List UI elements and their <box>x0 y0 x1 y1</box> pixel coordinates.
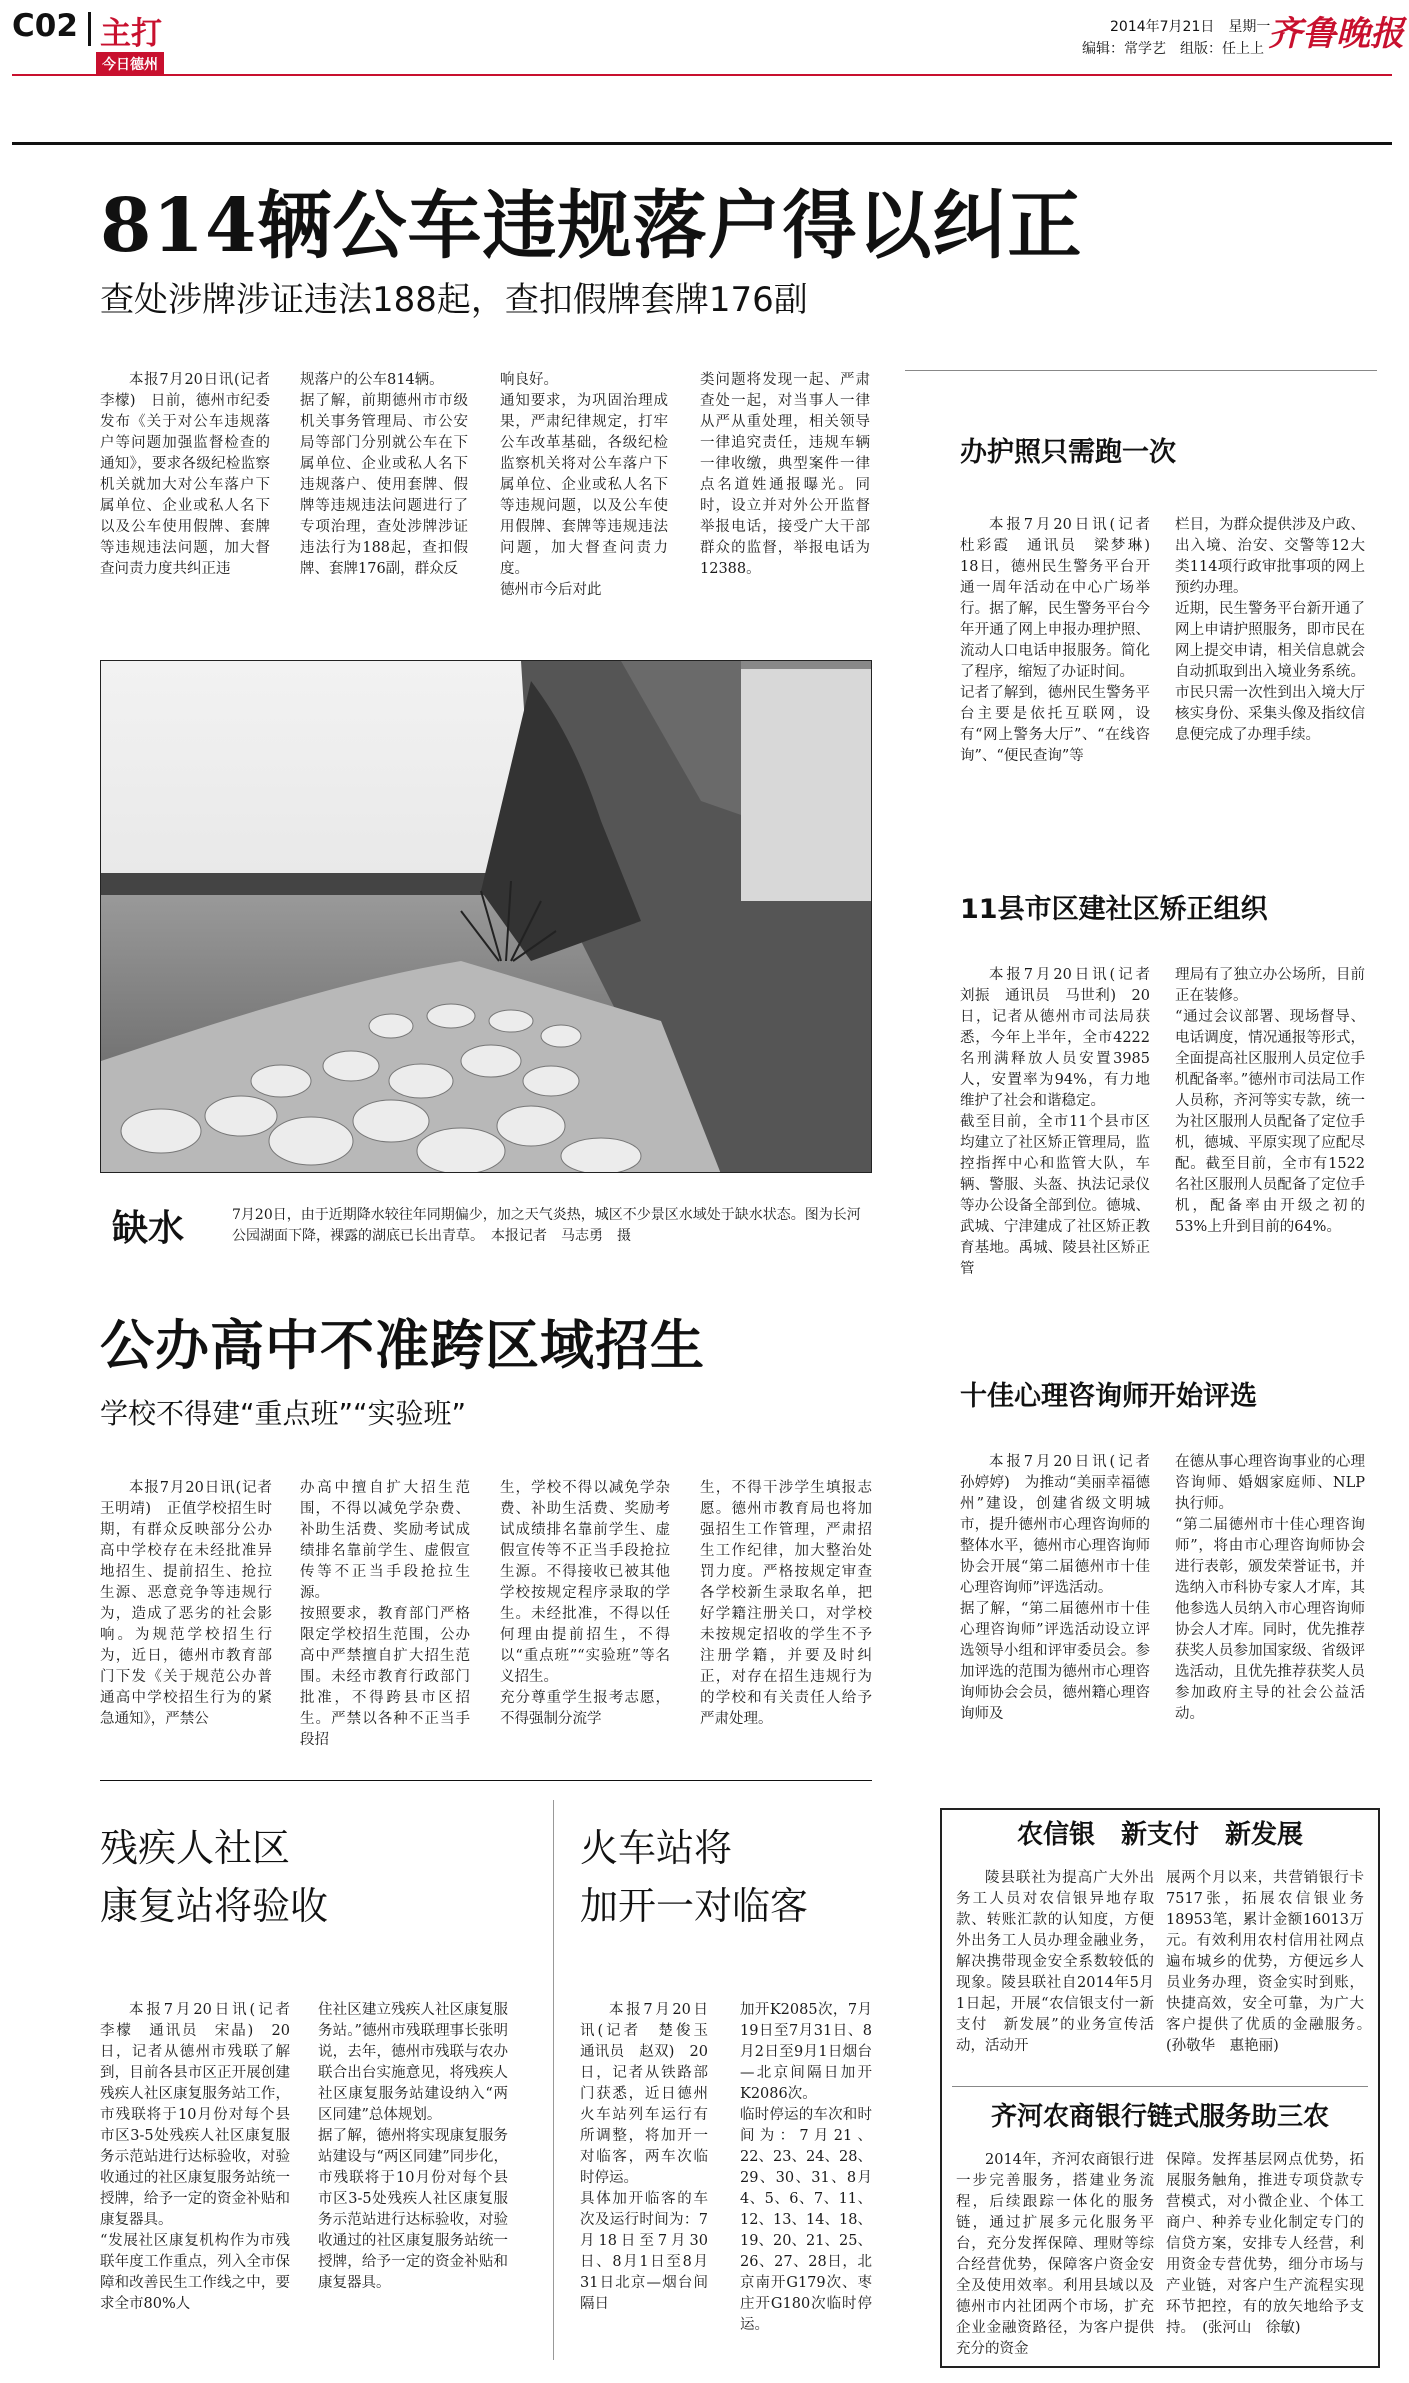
header-rule <box>12 74 1392 76</box>
paragraph: 本报7月20日讯(记者 李檬) 日前，德州市纪委发布《关于对公车违规落户等问题加强监督检查的通知》，要求各级纪检监察机关就加大对公车落户下属单位、企业或私人名下以及公车使用假牌、套牌等违规违法问题，加大督查问责力度共纠正违 <box>100 372 285 577</box>
column-divider <box>553 1800 554 2360</box>
article4-col-1 <box>580 2000 708 2315</box>
page-code: C02 <box>12 8 78 44</box>
article2-col-1 <box>100 1478 287 1730</box>
ad-box <box>940 1808 1380 2368</box>
article2-title: 公办高中不准跨区域招生 <box>100 1313 705 1377</box>
article3-title-line1: 残疾人社区 <box>100 1826 291 1870</box>
photo-caption: 7月20日，由于近期降水较往年同期偏少，加之天气炎热，城区不少景区水域处于缺水状态。图为长河公园湖面下降，裸露的湖底已长出青草。 本报记者 马志勇 摄 <box>232 1207 861 1244</box>
right1-title: 办护照只需跑一次 <box>960 437 1176 468</box>
paragraph: 陵县联社为提高广大外出务工人员对农信银异地存取款、转账汇款的认知度，方便外出务工人员办理金融业务，解决携带现金安全系数较低的现象。陵县联社自2014年5月1日起，开展“农信银支付一新支付 新发展”的业务宣传活动，活动开 <box>956 1870 1154 2054</box>
section-title: 主打 <box>100 16 162 52</box>
right1-col-1 <box>960 515 1150 767</box>
top-rule <box>12 142 1392 145</box>
lead-col-2: 规落户的公车814辆。 据了解，前期德州市市级机关事务管理局、市公安局等部门分别就公车在下属单位、企业或私人名下违规落户、使用套牌、假牌等违规违法问题进行了专项治理，查处涉牌涉证违法行为188起，查扣假牌、套牌176副，群众反 <box>300 372 468 577</box>
right2-col-2: 理局有了独立办公场所，目前正在装修。 “通过会议部署、现场督导、电话调度，情况通报等形式，全面提高社区服刑人员定位手机配备率。”德州市司法局工作人员称，齐河等实专款，统一为社区服刑人员配备了定位手机，德城、平原实现了应配尽配。截至目前，全市有1522名社区服刑人员配备了定位手机，配备率由开级之初的53%上升到目前的64%。 <box>1175 967 1365 1235</box>
article4-title-line2: 加开一对临客 <box>580 1884 809 1928</box>
right3-col-1 <box>960 1452 1150 1725</box>
paragraph: 本报7月20日讯(记者 杜彩霞 通讯员 梁梦琳) 18日，德州民生警务平台开通一周年活动在中心广场举行。据了解，民生警务平台今年开通了网上申报办理护照、流动人口电话申报服务。简化了程序，缩短了办证时间。 记者了解到，德州民生警务平台主要是依托互联网，设有“网上警务大厅”、“在线咨询”、“便民查询”等 <box>960 517 1150 764</box>
ad-body-2a <box>956 2150 1154 2360</box>
article4-col-2: 加开K2085次，7月19日至7月31日、8月2日至9月1日烟台—北京间隔日加开K2086次。 临时停运的车次和时间为：7月21、22、23、24、28、29、30、31、8月4、5、6、7、11、12、13、14、18、19、20、21、25、26、27、28日，北京南开G179次、枣庄开G180次临时停运。 <box>740 2002 872 2333</box>
photo-label: 缺水 <box>112 1207 185 1249</box>
right3-title: 十佳心理咨询师开始评选 <box>960 1381 1257 1412</box>
article2-col-4: 生，不得干涉学生填报志愿。德州市教育局也将加强招生工作管理，严肃招生工作纪律，加大整治处罚力度。严格按规定审查各学校新生录取名单，把好学籍注册关口，对学校未按规定招收的学生不予注册学籍，并要及时纠正，对存在招生违规行为的学校和有关责任人给予严肃处理。 <box>700 1480 872 1727</box>
article3-col-2: 住社区建立残疾人社区康复服务站。”德州市残联理事长张明说，去年，德州市残联与农办联合出台实施意见，将残疾人社区康复服务站建设纳入“两区同建”总体规划。 据了解，德州将实现康复服务站建设与“两区同建”同步化，市残联将于10月份对每个县市区3-5处残疾人社区康复服务示范站进行达标验收，对验收通过的社区康复服务站统一授牌，给予一定的资金补贴和康复器具。 <box>318 2002 508 2291</box>
lead-col-3: 响良好。 通知要求，为巩固治理成果，严肃纪律规定，打牢公车改革基础，各级纪检监察机关将对公车落户下属单位、企业或私人名下等违规问题，以及公车使用假牌、套牌等违规违法问题，加大督查问责力度。 德州市今后对此 <box>500 372 668 598</box>
lead-col-4: 类问题将发现一起、严肃查处一起，对当事人一律从严从重处理，相关领导一律追究责任，违规车辆一律收缴，典型案件一律点名道姓通报曝光。同时，设立并对外公开监督举报电话，接受广大干部群众的监督，举报电话为12388。 <box>700 372 870 577</box>
masthead-logo: 齐鲁晚报 <box>1268 14 1404 54</box>
article2-subtitle: 学校不得建“重点班”“实验班” <box>100 1397 467 1430</box>
ad-title-1: 农信银 新支付 新发展 <box>1016 1820 1303 1850</box>
header-divider <box>88 12 91 46</box>
ad-divider <box>952 2086 1368 2087</box>
article4-title-line1: 火车站将 <box>580 1826 733 1870</box>
paragraph: 本报7月20日讯(记者 刘振 通讯员 马世利) 20日，记者从德州市司法局获悉，今年上半年，全市4222名刑满释放人员安置3985人，安置率为94%，有力地维护了社会和谐稳定。 截至目前，全市11个县市区均建立了社区矫正管理局，监控指挥中心和监管大队，车辆、警服、头盔、执法记录仪等办公设备全部到位。德城、武城、宁津建成了社区矫正教育基地。禹城、陵县社区矫正管 <box>960 967 1150 1277</box>
lake-photo-image <box>101 661 872 1173</box>
news-photo <box>100 660 872 1173</box>
right-top-rule <box>905 370 1377 371</box>
divider <box>100 1780 872 1781</box>
paragraph: 本报7月20日讯(记者 王明靖) 正值学校招生时期，有群众反映部分公办高中学校存在未经批准异地招生、提前招生、抢拉生源、恶意竞争等违规行为，造成了恶劣的社会影响。为规范学校招生行为，近日，德州市教育部门下发《关于规范公办普通高中学校招生行为的紧急通知》，严禁公 <box>100 1480 287 1727</box>
article3-title-line2: 康复站将验收 <box>100 1884 329 1928</box>
lead-subtitle: 查处涉牌涉证违法188起，查扣假牌套牌176副 <box>100 280 808 320</box>
lead-title: 814辆公车违规落户得以纠正 <box>100 183 1083 269</box>
article2-col-2: 办高中擅自扩大招生范围，不得以减免学杂费、补助生活费、奖励考试成绩排名靠前学生、虚假宣传等不正当手段抢拉生源。 按照要求，教育部门严格限定学校招生范围，公办高中严禁擅自扩大招生范围。未经市教育行政部门批准，不得跨县市区招生。严禁以各种不正当手段招 <box>300 1480 470 1748</box>
right2-col-1 <box>960 965 1150 1280</box>
paragraph: 本报7月20日讯(记者 李檬 通讯员 宋晶) 20日，记者从德州市残联了解到，目前各县市区正开展创建残疾人社区康复服务站工作，市残联将于10月份对每个县市区3-5处残疾人社区康复服务示范站进行达标验收，对验收通过的社区康复服务站统一授牌，给予一定的资金补贴和康复器具。 “发展社区康复机构作为市残联年度工作重点，列入全市保障和改善民生工作线之中，要求全市80%人 <box>100 2002 290 2312</box>
ad-title-2: 齐河农商银行链式服务助三农 <box>990 2102 1329 2132</box>
right1-col-2: 栏目，为群众提供涉及户政、出入境、治安、交警等12大类114项行政审批事项的网上预约办理。 近期，民生警务平台新开通了网上申请护照服务，即市民在网上提交申请，相关信息就会自动抓取到出入境业务系统。市民只需一次性到出入境大厅核实身份、采集头像及指纹信息便完成了办理手续。 <box>1175 517 1365 743</box>
right2-title: 11县市区建社区矫正组织 <box>960 894 1268 925</box>
paragraph: 本报7月20日讯(记者 孙婷婷) 为推动“美丽幸福德州”建设，创建省级文明城市，提升德州市心理咨询师的整体水平，德州市心理咨询师协会开展“第二届德州市十佳心理咨询师”评选活动。 据了解，“第二届德州市十佳心理咨询师”评选活动设立评选领导小组和评审委员会。参加评选的范围为德州市心理咨询师协会会员，德州籍心理咨询师及 <box>960 1454 1150 1722</box>
issue-date: 2014年7月21日 星期一 <box>1110 19 1271 35</box>
ad-body-2b: 保障。发挥基层网点优势，拓展服务触角，推进专项贷款专营模式，对小微企业、个体工商户、种养专业化制定专门的信贷方案，安排专人经营，利用资金专营优势，细分市场与产业链，对客户生产流程实现环节把控，有的放矢地给予支持。 (张河山 徐敏) <box>1166 2152 1364 2336</box>
paragraph: 2014年，齐河农商银行进一步完善服务，搭建业务流程，后续跟踪一体化的服务链，通过扩展多元化服务平台，充分发挥保障、理财等综合经营优势，保障客户资金安全及使用效率。利用县域以及德州市内社团两个市场，扩充企业金融资路径，为客户提供充分的资金 <box>956 2152 1154 2357</box>
article3-col-1 <box>100 2000 290 2315</box>
paragraph: 本报7月20日讯(记者 楚俊玉 通讯员 赵双) 20日，记者从铁路部门获悉，近日德州火车站列车运行有所调整，将加开一对临客，两车次临时停运。 具体加开临客的车次及运行时间为：7月18日至7月30日、8月1日至8月31日北京—烟台间隔日 <box>580 2002 708 2312</box>
article2-col-3: 生，学校不得以减免学杂费、补助生活费、奖励考试成绩排名靠前学生、虚假宣传等不正当手段抢拉生源。不得接收已被其他学校按规定程序录取的学生。未经批准，不得以任何理由提前招生，不得以“重点班”“实验班”等名义招生。 充分尊重学生报考志愿，不得强制分流学 <box>500 1480 670 1727</box>
lead-col-1 <box>100 370 285 580</box>
editors: 编辑：常学艺 组版：任上上 <box>1082 41 1264 57</box>
ad-body-1a <box>956 1868 1154 2057</box>
ad-body-1b: 展两个月以来，共营销银行卡7517张，拓展农信银业务18953笔，累计金额16013万元。有效利用农村信用社网点遍布城乡的优势，方便远乡人员业务办理，资金实时到账，快捷高效，安全可靠，为广大客户提供了优质的金融服务。 (孙敬华 惠艳丽) <box>1166 1870 1379 2054</box>
right3-col-2: 在德从事心理咨询事业的心理咨询师、婚姻家庭师、NLP执行师。 “第二届德州市十佳心理咨询师”，将由市心理咨询师协会进行表彰，颁发荣誉证书，并选纳入市科协专家人才库，其他参选人员纳入市心理咨询师协会人才库。同时，优先推荐获奖人员参加国家级、省级评选活动，且优先推荐获奖人员参加政府主导的社会公益活动。 <box>1175 1454 1365 1722</box>
subsection-label: 今日德州 <box>96 52 164 76</box>
